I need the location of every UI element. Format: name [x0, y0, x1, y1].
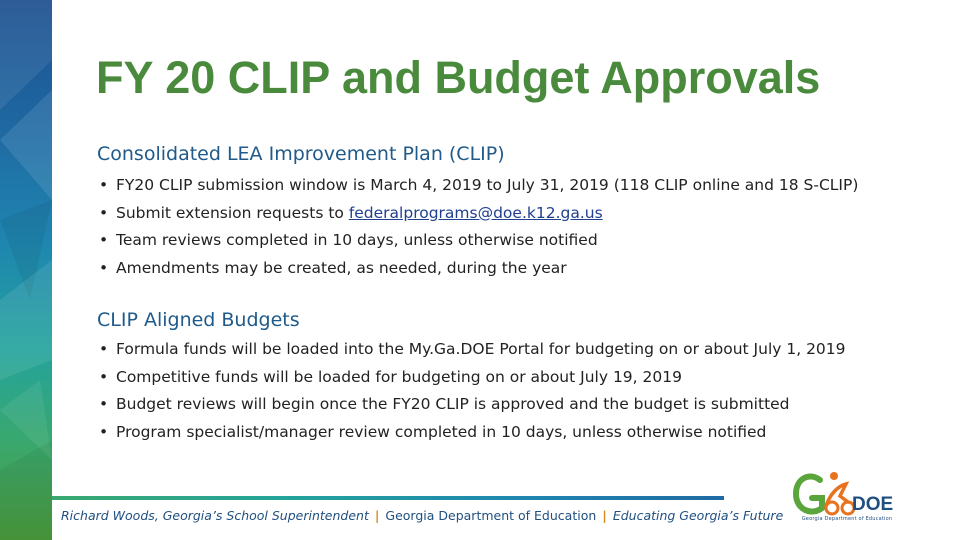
logo-caption: Georgia Department of Education: [801, 516, 893, 522]
svg-text:DOE: DOE: [852, 494, 894, 515]
list-item: • FY20 CLIP submission window is March 4, 2019 to July 31, 2019 (118 CLIP online and 18 S-CLIP): [97, 172, 937, 200]
decorative-side-strip: [0, 0, 52, 540]
footer: [61, 508, 784, 523]
footer-separator: |: [602, 508, 607, 523]
budget-bullet-list: [97, 336, 937, 446]
footer-department: Georgia Department of Education: [385, 508, 597, 523]
list-item: [97, 200, 937, 228]
list-item: • Team reviews completed in 10 days, unless otherwise notified: [97, 227, 937, 255]
clip-section-heading: Consolidated LEA Improvement Plan (CLIP): [97, 143, 505, 165]
footer-separator: |: [374, 508, 380, 523]
list-item: • Formula funds will be loaded into the My.Ga.DOE Portal for budgeting on or about July 1, 2019: [97, 336, 937, 364]
extension-text: Submit extension requests to: [116, 203, 349, 222]
footer-divider: [52, 496, 724, 500]
footer-superintendent: Richard Woods, Georgia’s School Superintendent: [61, 508, 369, 523]
list-item: • Program specialist/manager review completed in 10 days, unless otherwise notified: [97, 419, 937, 447]
list-item: • Competitive funds will be loaded for budgeting on or about July 19, 2019: [97, 364, 937, 392]
budget-section-heading: CLIP Aligned Budgets: [97, 309, 300, 331]
list-item: • Budget reviews will begin once the FY20 CLIP is approved and the budget is submitted: [97, 391, 937, 419]
clip-bullet-list: [97, 172, 937, 282]
slide-title: FY 20 CLIP and Budget Approvals: [96, 52, 821, 103]
geometric-pattern-icon: [0, 0, 52, 540]
footer-motto: Educating Georgia’s Future: [612, 508, 784, 523]
email-link[interactable]: federalprograms@doe.k12.ga.us: [348, 203, 603, 222]
list-item: • Amendments may be created, as needed, during the year: [97, 255, 937, 283]
